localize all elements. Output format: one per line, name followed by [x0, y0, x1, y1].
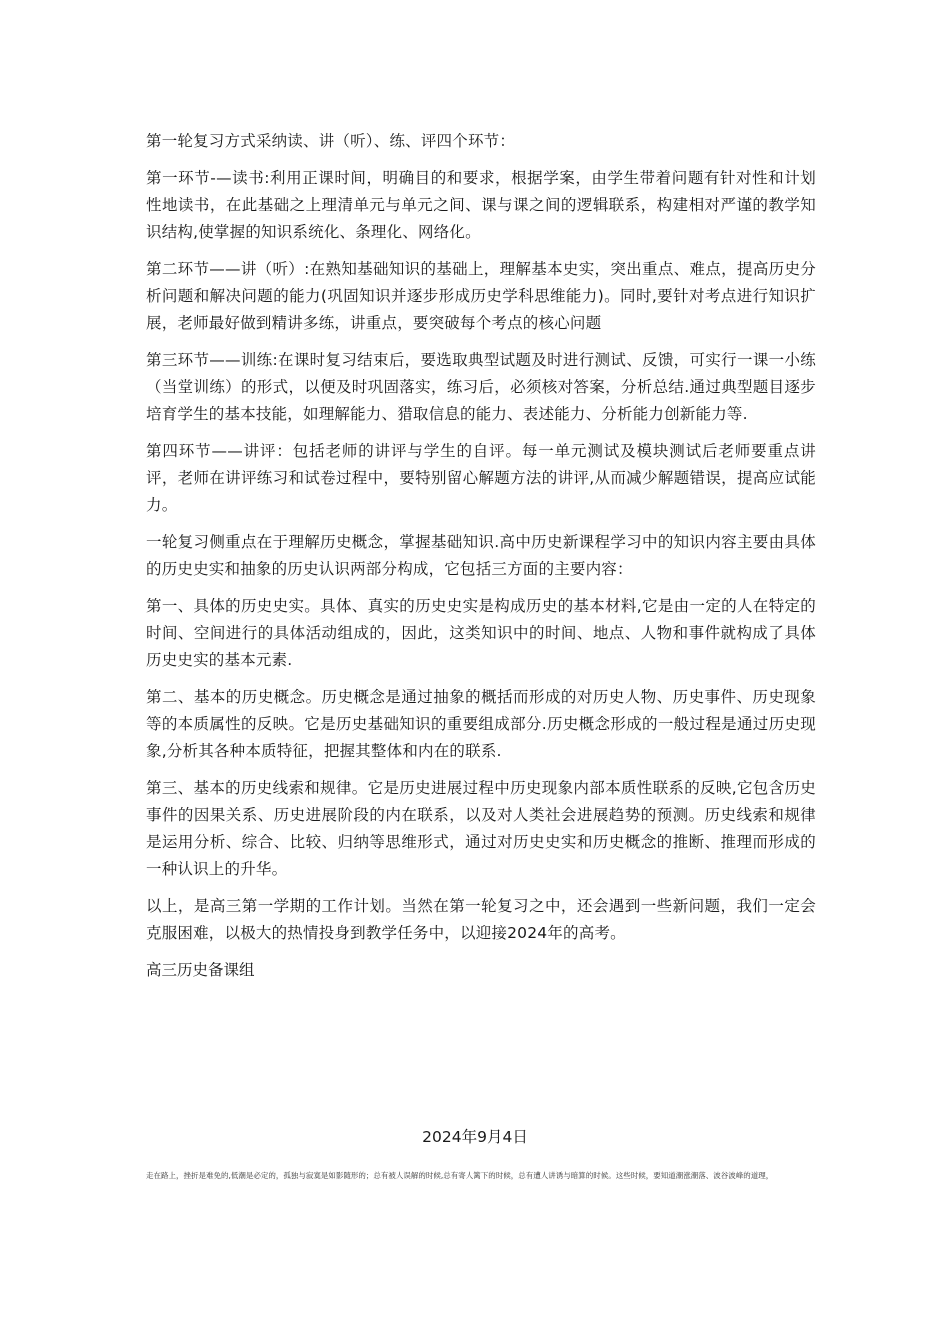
intro-paragraph: 第一轮复习方式采纳读、讲（听）、练、评四个环节： — [146, 132, 516, 150]
step-two-paragraph: 第二环节——讲（听）:在熟知基础知识的基础上，理解基本史实，突出重点、难点，提高历史分析问题和解决问题的能力(巩固知识并逐步形成历史学科思维能力)。同时,要针对考点进行知识扩展，老师最好做到精讲多练，讲重点，要突破每个考点的核心问题 — [146, 260, 816, 332]
footer-note: 走在路上，挫折是难免的,低潮是必定的，孤独与寂寞是如影随形的；总有被人误解的时候,总有寄人篱下的时候，总有遭人讲诱与暗算的时候。这些时候，要知道潮涨潮落、波谷波峰的道理， — [146, 1171, 774, 1180]
content-one-paragraph: 第一、具体的历史史实。具体、真实的历史史实是构成历史的基本材料,它是由一定的人在特定的时间、空间进行的具体活动组成的，因此，这类知识中的时间、地点、人物和事件就构成了具体历史史实的基本元素. — [146, 597, 816, 669]
signature: 高三历史备课组 — [146, 961, 255, 979]
step-four-paragraph: 第四环节——讲评：包括老师的讲评与学生的自评。每一单元测试及模块测试后老师要重点讲评，老师在讲评练习和试卷过程中，要特别留心解题方法的讲评,从而减少解题错误，提高应试能力。 — [146, 442, 816, 514]
content-three-paragraph: 第三、基本的历史线索和规律。它是历史进展过程中历史现象内部本质性联系的反映,它包含历史事件的因果关系、历史进展阶段的内在联系，以及对人类社会进展趋势的预测。历史线索和规律是运用分析、综合、比较、归纳等思维形式，通过对历史史实和历史概念的推断、推理而形成的一种认识上的升华。 — [146, 779, 816, 878]
step-three-paragraph: 第三环节——训练:在课时复习结束后，要选取典型试题及时进行测试、反馈，可实行一课一小练（当堂训练）的形式，以便及时巩固落实，练习后，必须核对答案，分析总结.通过典型题目逐步培育学生的基本技能，如理解能力、猎取信息的能力、表述能力、分析能力创新能力等. — [146, 351, 816, 423]
document-body — [146, 128, 816, 984]
conclusion-paragraph: 以上，是高三第一学期的工作计划。当然在第一轮复习之中，还会遇到一些新问题，我们一定会克服困难，以极大的热情投身到教学任务中，以迎接2024年的高考。 — [146, 897, 816, 942]
document-date: 2024年9月4日 — [422, 1128, 528, 1146]
focus-paragraph: 一轮复习侧重点在于理解历史概念，掌握基础知识.高中历史新课程学习中的知识内容主要由具体的历史史实和抽象的历史认识两部分构成，它包括三方面的主要内容： — [146, 533, 816, 578]
step-one-paragraph: 第一环节-—读书:利用正课时间，明确目的和要求，根据学案，由学生带着问题有针对性和计划性地读书，在此基础之上理清单元与单元之间、课与课之间的逻辑联系，构建相对严谨的教学知识结构,使掌握的知识系统化、条理化、网络化。 — [146, 169, 816, 241]
content-two-paragraph: 第二、基本的历史概念。历史概念是通过抽象的概括而形成的对历史人物、历史事件、历史现象等的本质属性的反映。它是历史基础知识的重要组成部分.历史概念形成的一般过程是通过历史现象,分析其各种本质特征，把握其整体和内在的联系. — [146, 688, 816, 760]
